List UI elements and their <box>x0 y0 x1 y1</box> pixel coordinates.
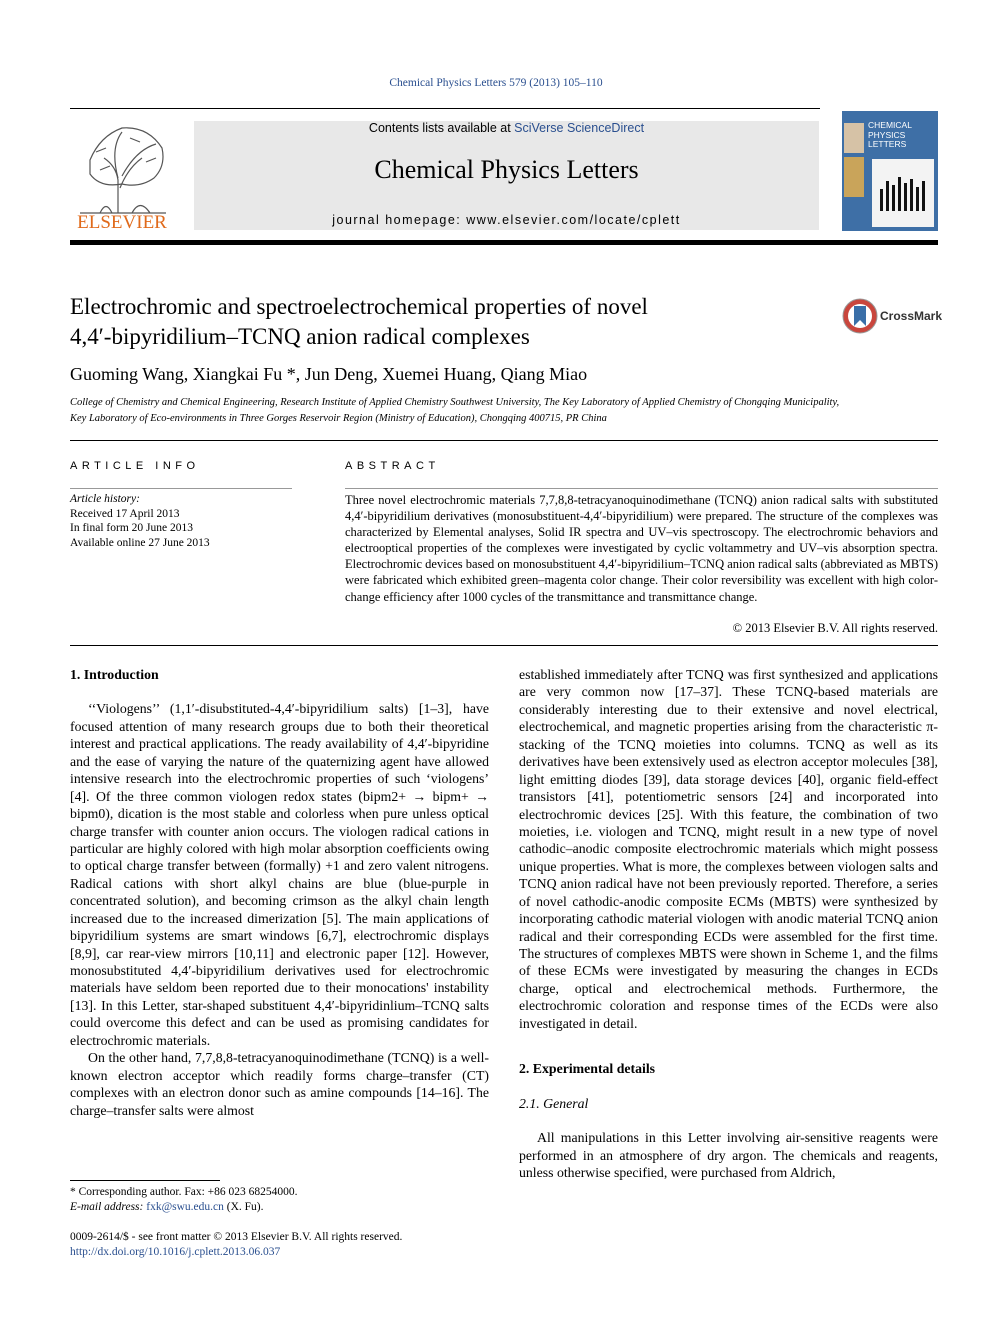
divider <box>70 440 938 441</box>
paragraph: established immediately after TCNQ was first synthesized and applications are very common now [17–37]. These TCNQ-based materials are considerably interesting due to their extensive and novel electrical, electrochemical, and magnetic properties arising from the characteristic π-stacking of the TCNQ moieties into columns. TCNQ as well as its derivatives have been extensively used as electron acceptor molecules [38], light emitting diodes [39], data storage devices [40], organic field-effect transistors [41], potentiometric sensors [24] and incorporated into electrochromic devices [25]. With this feature, the combination of two moieties, i.e. viologen and TCNQ, might result in a new type of novel cathodic–anodic composite electrochromic materials which might possess unique properties. What is more, the complexes between viologen salts and TCNQ anion radical have not been previously reported. Therefore, a series of novel cathodic-anodic composite ECMs (MBTS) were synthesized by incorporating cathodic material viologen with anodic material TCNQ anion radical and their corresponding ECDs were assembled for the first time. The structures of complexes MBTS were shown in Scheme 1, and the films of these ECMs were investigated by measuring the changes in ECDs charge, optical and electrochemical methods. Furthermore, the electrochromic coloration and response times of the ECDs were also investigated in detail. <box>519 667 938 1031</box>
cover-bar <box>910 179 913 211</box>
cover-bar <box>904 183 907 211</box>
doi-link[interactable]: http://dx.doi.org/10.1016/j.cplett.2013.06.037 <box>70 1246 281 1258</box>
journal-reference[interactable]: Chemical Physics Letters 579 (2013) 105–110 <box>389 77 603 89</box>
contents-line <box>194 121 819 135</box>
abstract-heading: ABSTRACT <box>345 460 440 472</box>
cover-title-line: CHEMICAL <box>868 120 912 130</box>
elsevier-wordmark: ELSEVIER <box>77 212 167 232</box>
subsection-heading: 2.1. General <box>519 1095 589 1111</box>
body-column-left <box>70 666 489 1119</box>
history-label: Article history: <box>70 493 140 505</box>
affiliation <box>70 395 938 426</box>
journal-homepage[interactable]: journal homepage: www.elsevier.com/locate/cplett <box>332 213 681 227</box>
divider <box>70 645 938 646</box>
divider <box>345 488 938 489</box>
article-info-heading: ARTICLE INFO <box>70 460 200 472</box>
body-column-right <box>519 666 938 1181</box>
cover-bar <box>922 181 925 211</box>
copyright-notice: © 2013 Elsevier B.V. All rights reserved. <box>732 621 938 635</box>
cover-title <box>868 121 912 150</box>
top-rule <box>70 108 820 109</box>
cover-bar <box>886 181 889 211</box>
cover-bar <box>916 187 919 211</box>
cover-bar <box>880 189 883 211</box>
affiliation-line: College of Chemistry and Chemical Engineering, Research Institute of Applied Chemistry Southwest University, The Key Laboratory of Applied Chemistry of Chongqing Municipality, <box>70 397 840 408</box>
section-heading: 1. Introduction <box>70 667 159 682</box>
online-date: Available online 27 June 2013 <box>70 536 210 549</box>
paragraph: ‘‘Viologens’’ (1,1′-disubstituted-4,4′-bipyridilium salts) [1–3], have focused attention of many research groups due to both their theoretical interest and practical applications. The ready availability of 4,4′-bipyridine and the ease of varying the nature of the quaternizing agent have allowed intensive research into the electrochromic properties of such ‘viologens’ [4]. Of the three common viologen redox states (bipm2+ → bipm+ → bipm0), dication is the most stable and colorless when pure unless optical charge transfer with counter anion occurs. The viologen radical cations in particular are highly colored with high molar absorption coefficients owing to optical charge transfer between (formally) +1 and zero valent nitrogens. Radical cations with short alkyl chains are blue (blue-purple in concentrated solution), and becoming crimson as the alkyl chain length increased due to the increased dimerization [5]. The main applications of bipyridilium systems are smart windows [6,7], electrochromic displays [8,9], car rear-view mirrors [10,11] and electronic paper [12]. However, monosubstituted 4,4′-bipyridilium derivatives used for electrochromic materials have seldom been reported due to their monocations' instability [13]. In this Letter, star-shaped substituent 4,4′-bipyridinlium–TCNQ salts could overcome this defect and can be used as promising candidates for electrochromic materials. <box>70 701 489 1048</box>
email-label: E-mail address: <box>70 1201 147 1213</box>
author-list: Guoming Wang, Xiangkai Fu *, Jun Deng, Xuemei Huang, Qiang Miao <box>70 364 588 384</box>
issn-block <box>70 1230 402 1260</box>
affiliation-line: Key Laboratory of Eco-environments in Three Gorges Reservoir Region (Ministry of Education), Chongqing 400715, PR China <box>70 412 607 424</box>
cover-bar <box>892 185 895 211</box>
article-title-line: Electrochromic and spectroelectrochemical properties of novel <box>70 294 648 319</box>
issn-line: 0009-2614/$ - see front matter © 2013 Elsevier B.V. All rights reserved. <box>70 1231 403 1243</box>
section-heading: 2. Experimental details <box>519 1061 656 1077</box>
abstract-text: Three novel electrochromic materials 7,7,8,8-tetracyanoquinodimethane (TCNQ) anion radical salts with substituted 4,4′-bipyridilium derivatives (monosubstituent-4,4′-bipyridilium) were prepared. The structure of the complexes was characterized by Elemental analyses, Solid IR spectra and UV–vis spectroscopy. The electrochromic behaviors and electrooptical properties of the complexes were investigated by cyclic voltammetry and UV–vis absorption spectra. Electrochromic devices based on monosubstituent 4,4′-bipyridilium–TCNQ anion radical salts (abbreviated as MBTS) were fabricated which exhibited green–magenta color change. Their color reversibility was excellent with high color-change efficiency after 1000 cycles of the transmittance and transmittance change. <box>345 493 938 604</box>
corresponding-author: * Corresponding author. Fax: +86 023 68254000. <box>70 1186 298 1198</box>
cover-bar <box>898 177 901 211</box>
article-title <box>70 292 790 352</box>
sciencedirect-link[interactable]: SciVerse ScienceDirect <box>514 121 645 135</box>
journal-cover-image <box>842 111 938 231</box>
cover-block <box>844 123 864 153</box>
article-history <box>70 492 210 550</box>
paragraph: On the other hand, 7,7,8,8-tetracyanoquinodimethane (TCNQ) is a well-known electron acceptor which readily forms charge–transfer (CT) complexes with an electron donor such as amine compounds [14–16]. The charge–transfer salts were almost <box>70 1050 489 1118</box>
elsevier-tree-logo <box>70 118 174 232</box>
revised-date: In final form 20 June 2013 <box>70 522 193 535</box>
cover-title-line: LETTERS <box>868 139 907 149</box>
footnote <box>70 1185 298 1215</box>
email-suffix: (X. Fu). <box>223 1201 264 1213</box>
header-thick-rule <box>70 240 938 245</box>
cover-title-line: PHYSICS <box>868 129 906 140</box>
crossmark-label[interactable]: CrossMark <box>880 309 943 323</box>
divider <box>70 488 292 489</box>
cover-figure <box>872 159 934 227</box>
article-title-line: 4,4′-bipyridilium–TCNQ anion radical complexes <box>70 324 530 349</box>
journal-title: Chemical Physics Letters <box>374 155 639 184</box>
received-date: Received 17 April 2013 <box>70 507 180 520</box>
contents-prefix: Contents lists available at <box>368 121 515 135</box>
email-link[interactable]: fxk@swu.edu.cn <box>146 1201 224 1213</box>
cover-block <box>844 157 864 197</box>
paragraph: All manipulations in this Letter involving air-sensitive reagents were performed in an atmosphere of dry argon. The chemicals and reagents, unless otherwise specified, were purchased from Aldrich, <box>519 1130 938 1180</box>
footnote-rule <box>70 1180 220 1181</box>
